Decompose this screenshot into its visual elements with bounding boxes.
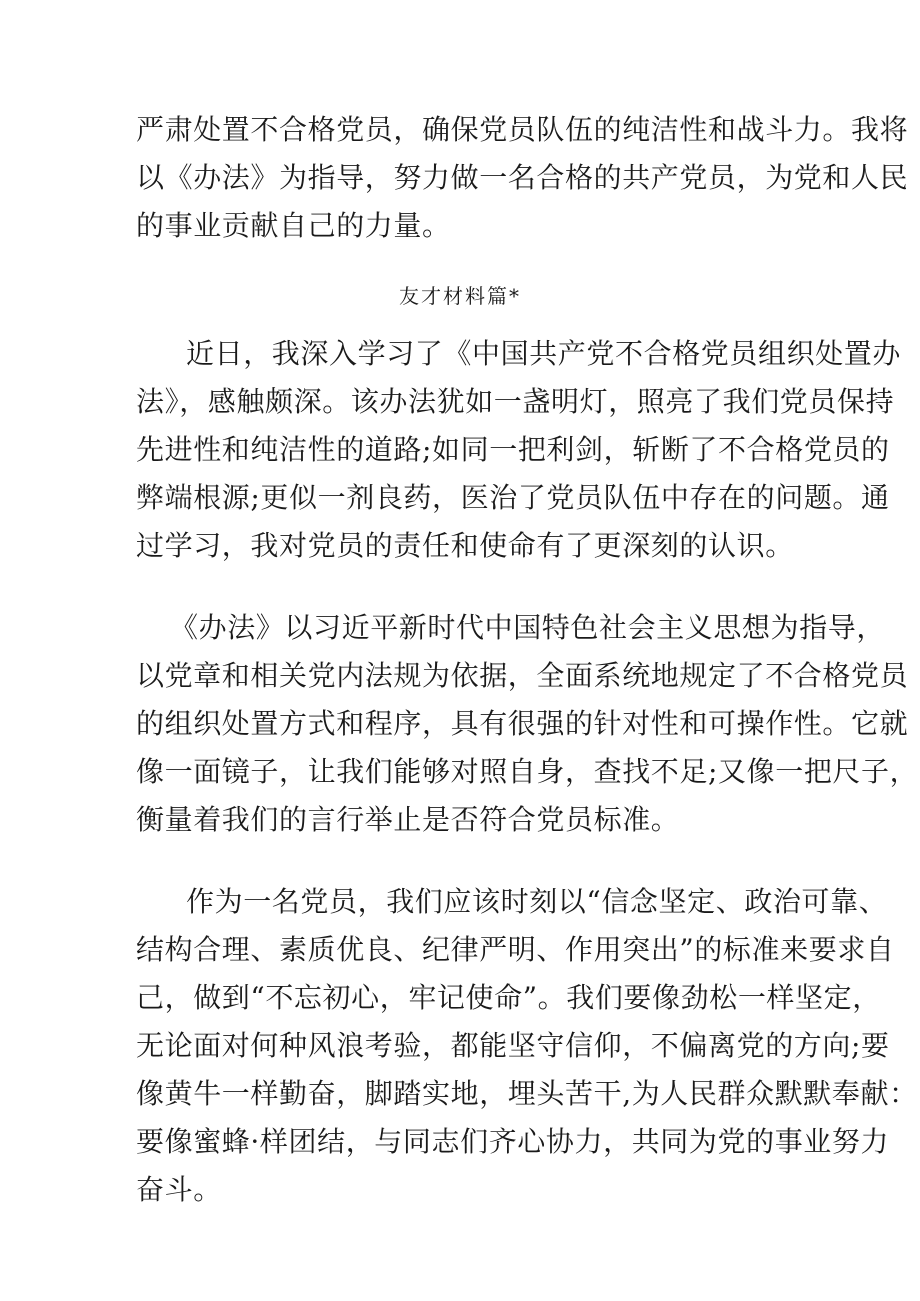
text-line: 严肃处置不合格党员，确保党员队伍的纯洁性和战斗力。我将	[136, 113, 909, 146]
text-line: 近日，我深入学习了《中国共产党不合格党员组织处置办	[186, 337, 902, 370]
text-line: 己，做到“不忘初心，牢记使命”。我们要像劲松一样坚定，	[136, 981, 881, 1014]
text-line: 《办法》以习近平新时代中国特色社会主义思想为指导，	[170, 611, 886, 644]
text-line: 衡量着我们的言行举止是否符合党员标准。	[136, 803, 680, 836]
text-line: 以党章和相关党内法规为依据，全面系统地规定了不合格党员	[136, 659, 909, 692]
text-line: 要像蜜蜂·样团结，与同志们齐心协力，共同为党的事业努力	[136, 1125, 890, 1158]
text-line: 的事业贡献自己的力量。	[136, 209, 451, 242]
text-line: 奋斗。	[136, 1173, 222, 1206]
text-line: 先进性和纯洁性的道路;如同一把利剑，斩断了不合格党员的	[136, 433, 890, 466]
text-line: 弊端根源;更似一剂良药，医治了党员队伍中存在的问题。通	[136, 481, 890, 514]
text-line: 法》，感触颇深。该办法犹如一盏明灯，照亮了我们党员保持	[136, 385, 895, 418]
text-line: 像一面镜子，让我们能够对照自身，查找不足;又像一把尺子，	[136, 755, 919, 788]
text-line: 结构合理、素质优良、纪律严明、作用突出”的标准来要求自	[136, 933, 895, 966]
text-line: 像黄牛一样勤奋，脚踏实地，埋头苦干,为人民群众默默奉献：	[136, 1077, 918, 1110]
text-line: 以《办法》为指导，努力做一名合格的共产党员，为党和人民	[136, 161, 909, 194]
text-line: 的组织处置方式和程序，具有很强的针对性和可操作性。它就	[136, 707, 909, 740]
text-line: 无论面对何种风浪考验，都能坚守信仰，不偏离党的方向;要	[136, 1029, 890, 1062]
text-line: 作为一名党员，我们应该时刻以“信念坚定、政治可靠、	[186, 885, 888, 918]
text-line: 过学习，我对党员的责任和使命有了更深刻的认识。	[136, 529, 794, 562]
section-heading: 友才材料篇*	[399, 284, 521, 308]
